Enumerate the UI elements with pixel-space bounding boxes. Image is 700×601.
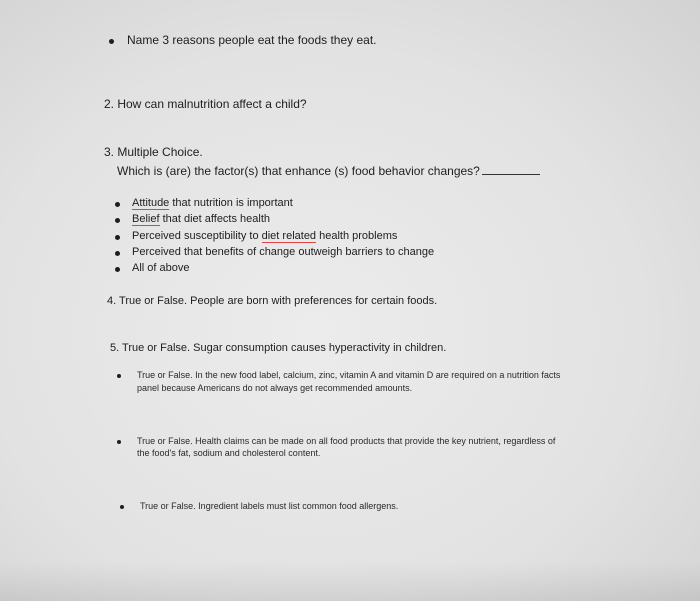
bullet-dot	[115, 202, 120, 207]
option-text: Perceived susceptibility to	[132, 230, 262, 242]
tf-item-2-line2: the food's fat, sodium and cholesterol content.	[137, 448, 321, 458]
option-text: that diet affects health	[159, 213, 271, 225]
bullet-dot	[117, 440, 121, 444]
question-2: 2. How can malnutrition affect a child?	[104, 97, 307, 111]
option-attitude	[132, 197, 293, 209]
page-shadow	[0, 561, 700, 601]
bullet-dot	[115, 218, 120, 223]
option-text: that nutrition is important	[169, 197, 293, 209]
option-susceptibility	[132, 230, 397, 242]
bullet-dot	[109, 39, 114, 44]
tf-item-1-line1: True or False. In the new food label, calcium, zinc, vitamin A and vitamin D are required on a nutrition facts	[137, 370, 561, 380]
tf-item-3-line1: True or False. Ingredient labels must list common food allergens.	[140, 501, 399, 511]
bullet-dot	[115, 251, 120, 256]
tf-item-2-line1: True or False. Health claims can be made on all food products that provide the key nutrient, regardless of	[137, 436, 556, 446]
bullet-dot	[115, 267, 120, 272]
question-3-prompt	[117, 164, 540, 178]
option-text: health problems	[316, 230, 398, 242]
answer-blank	[482, 173, 540, 175]
option-belief	[132, 213, 270, 225]
question-3-text: Which is (are) the factor(s) that enhance (s) food behavior changes?	[117, 164, 480, 178]
option-keyword: Attitude	[132, 197, 170, 209]
option-keyword: diet related	[261, 230, 317, 242]
option-benefits: Perceived that benefits of change outweigh barriers to change	[132, 246, 435, 258]
question-3-title: 3. Multiple Choice.	[104, 145, 203, 159]
tf-item-1-line2: panel because Americans do not always get recommended amounts.	[137, 383, 413, 393]
bullet-dot	[117, 374, 121, 378]
option-all: All of above	[132, 262, 190, 274]
bullet-dot	[115, 235, 120, 240]
intro-bullet-text: Name 3 reasons people eat the foods they eat.	[127, 33, 377, 47]
question-5: 5. True or False. Sugar consumption causes hyperactivity in children.	[110, 342, 447, 354]
option-keyword: Belief	[132, 213, 160, 225]
bullet-dot	[120, 505, 124, 509]
question-4: 4. True or False. People are born with preferences for certain foods.	[107, 295, 438, 307]
